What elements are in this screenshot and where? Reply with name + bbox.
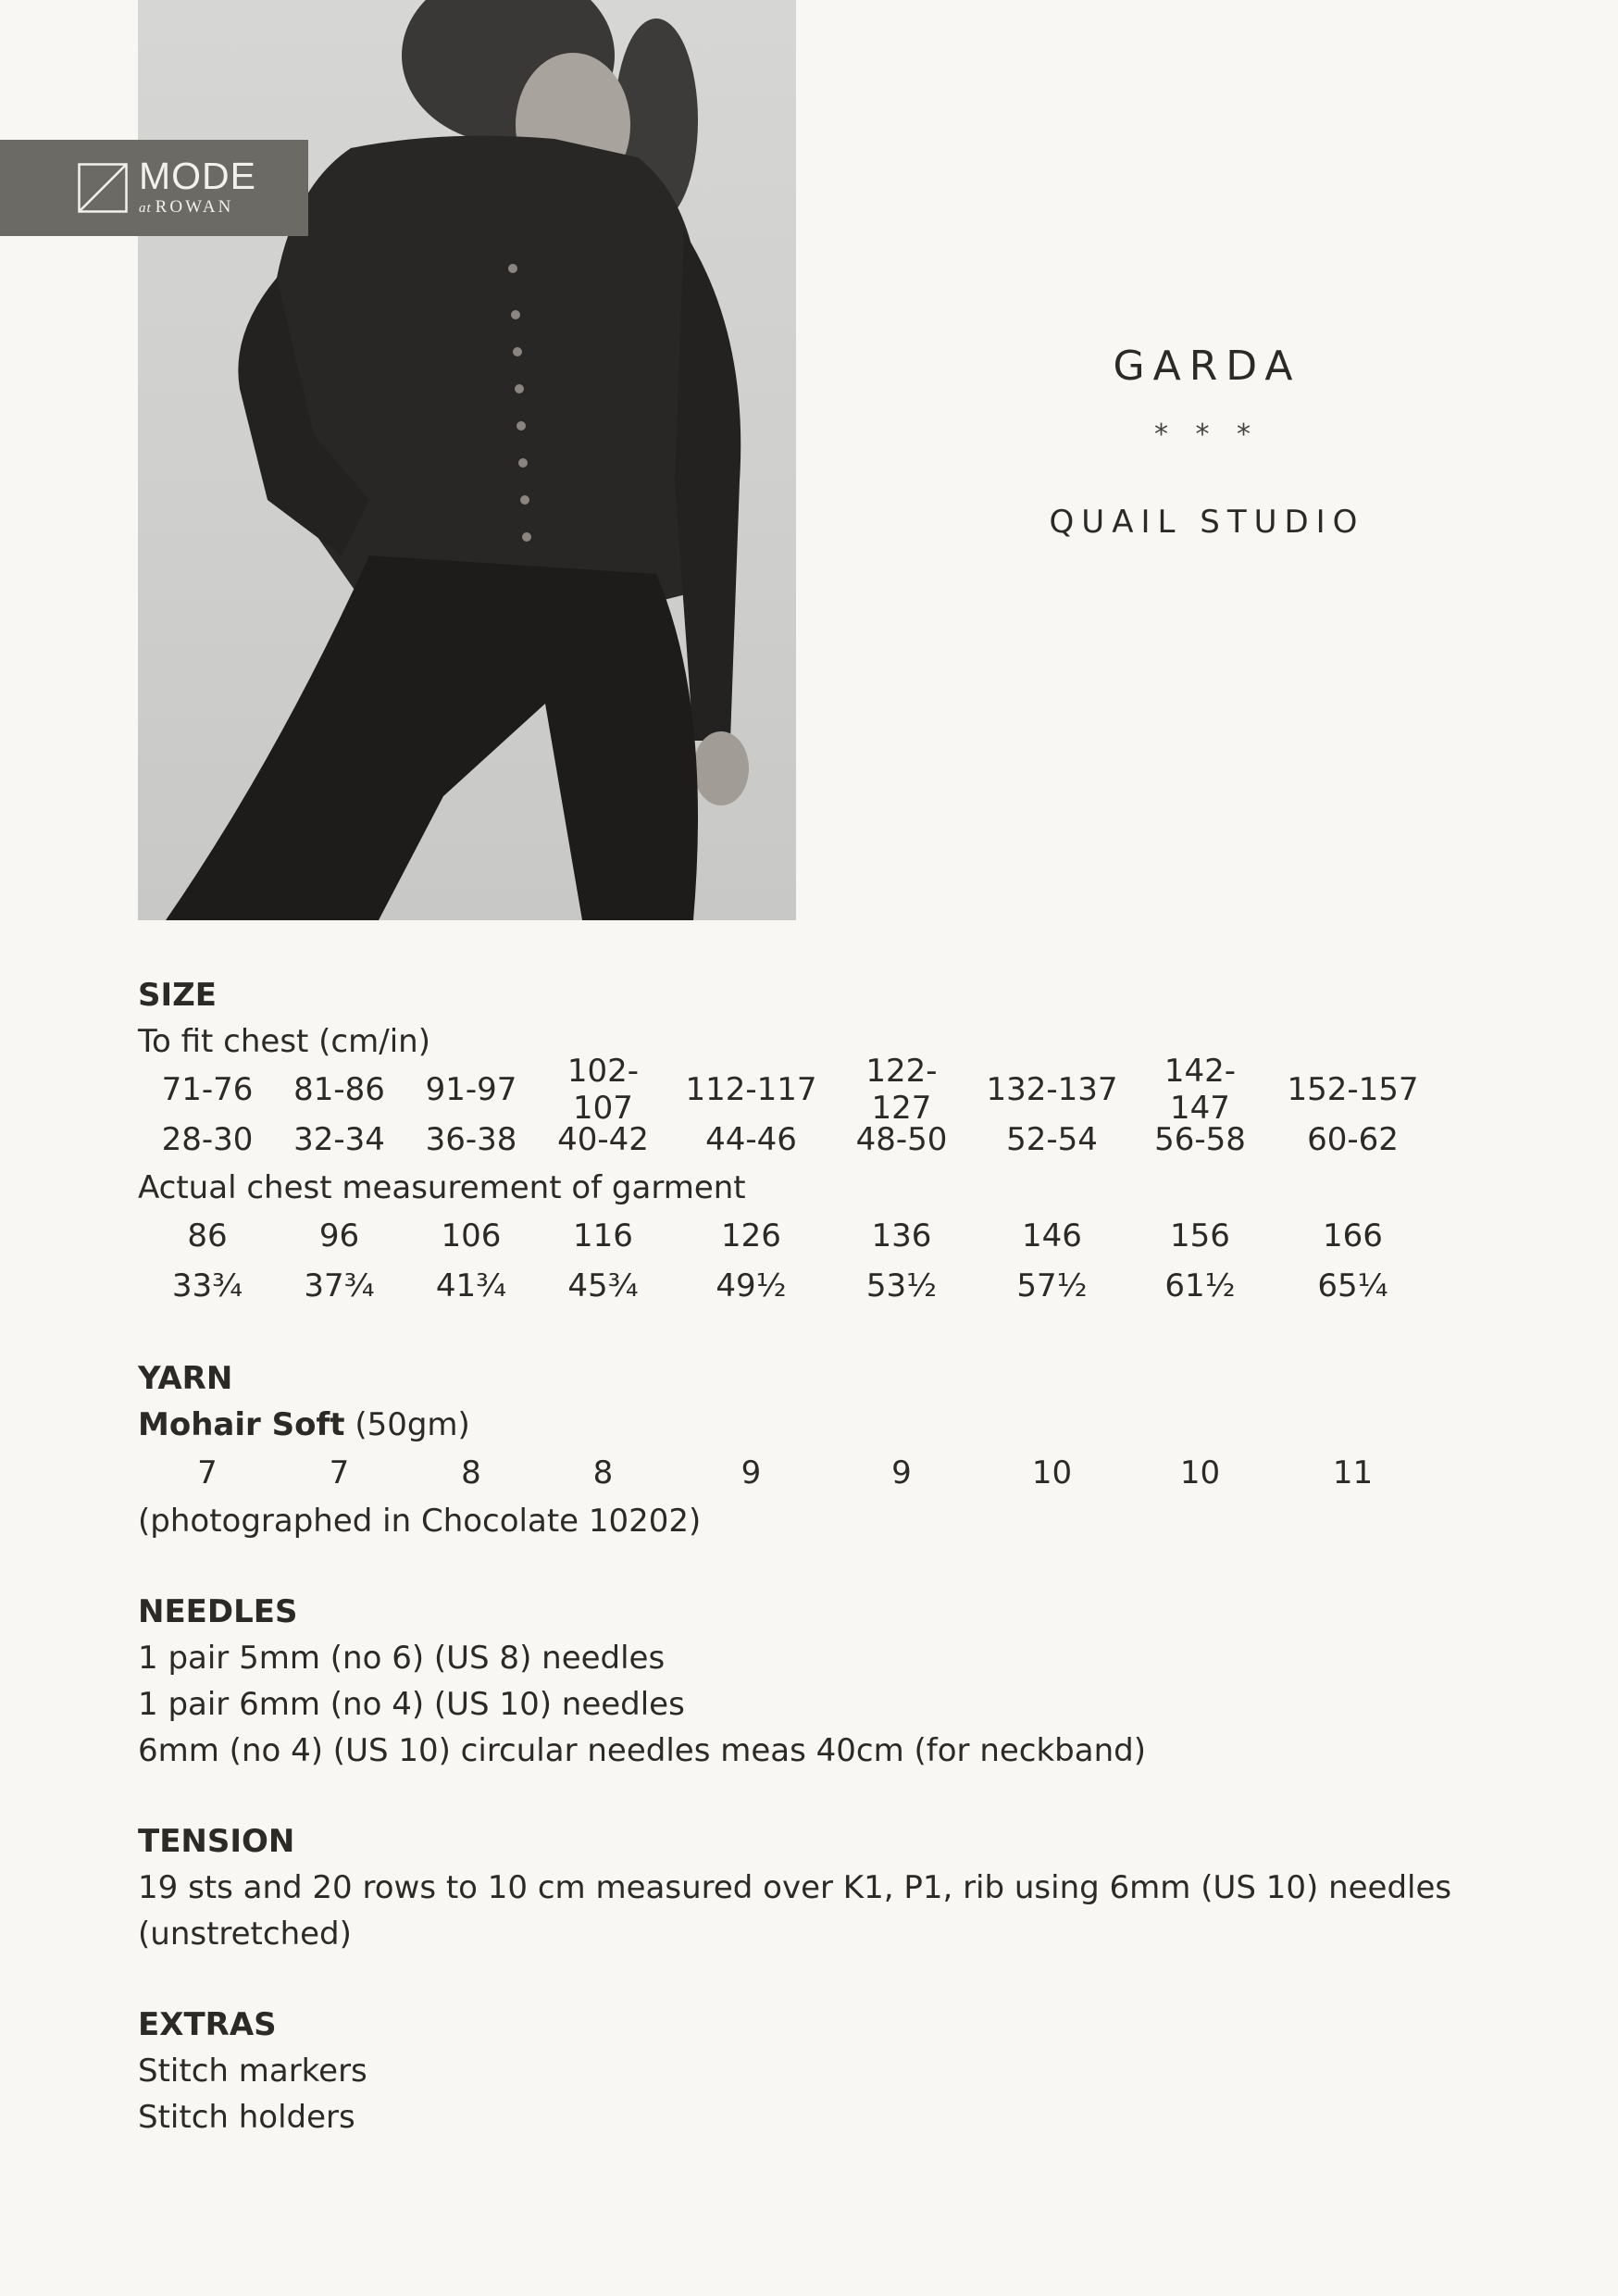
tension-heading: TENSION — [138, 1823, 295, 1860]
tension-line: 19 sts and 20 rows to 10 cm measured over K1, P1, rib using 6mm (US 10) needles — [138, 1869, 1452, 1906]
yarn-heading: YARN — [138, 1360, 233, 1397]
actual-chest-label: Actual chest measurement of garment — [138, 1169, 746, 1206]
brand-logo — [0, 140, 308, 236]
logo-subbrand: at ROWAN — [139, 197, 234, 217]
needles-heading: NEEDLES — [138, 1593, 298, 1630]
title-divider: * * * — [1153, 418, 1261, 451]
needles-line: 6mm (no 4) (US 10) circular needles meas 40cm (for neckband) — [138, 1732, 1146, 1769]
extras-line: Stitch holders — [138, 2099, 355, 2136]
size-heading: SIZE — [138, 977, 218, 1014]
yarn-weight: (50gm) — [355, 1406, 470, 1443]
yarn-name-line — [138, 1402, 1489, 1448]
yarn-name: Mohair Soft — [138, 1406, 345, 1443]
pattern-title: GARDA — [1113, 343, 1301, 390]
model-photo — [138, 0, 796, 920]
extras-heading: EXTRAS — [138, 2006, 277, 2043]
actual-in-row: 33¾ 37¾ 41¾ 45¾ 49½ 53½ 57½ 61½ 65¼ — [171, 1267, 1388, 1304]
logo-brand: MODE — [139, 155, 256, 197]
fit-chest-label: To fit chest (cm/in) — [138, 1023, 430, 1060]
designer-name: QUAIL STUDIO — [1049, 504, 1365, 541]
needles-line: 1 pair 5mm (no 6) (US 8) needles — [138, 1640, 666, 1677]
fit-in-row: 28-30 32-34 36-38 40-42 44-46 48-50 52-54 56-58 60-62 — [161, 1121, 1399, 1158]
yarn-note: (photographed in Chocolate 10202) — [138, 1503, 702, 1540]
pattern-details — [138, 972, 1489, 2140]
fit-cm-row: 71-76 81-86 91-97 102-107 112-117 122-127 132-137 142-147 152-157 — [161, 1053, 1419, 1127]
tension-line: (unstretched) — [138, 1915, 352, 1953]
extras-line: Stitch markers — [138, 2053, 367, 2090]
needles-line: 1 pair 6mm (no 4) (US 10) needles — [138, 1686, 685, 1723]
logo-mark-icon — [78, 163, 128, 213]
actual-cm-row: 86 96 106 116 126 136 146 156 166 — [187, 1217, 1383, 1254]
model-illustration — [138, 0, 796, 920]
yarn-balls-row: 7 7 8 8 9 9 10 10 11 — [197, 1454, 1374, 1491]
